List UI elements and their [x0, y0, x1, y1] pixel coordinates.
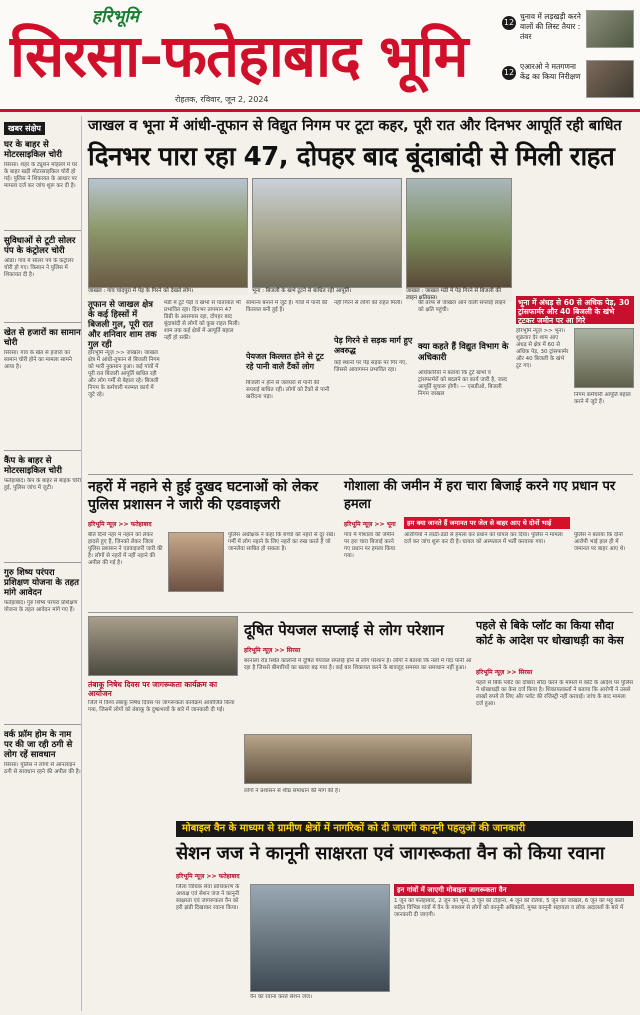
photo-caption: जाखल : गांव चांदपुरा में पेड़ के गिरने को देखते लोग। [88, 288, 248, 295]
story3-body-col1: गांव में गोशाला की जमीन पर हरा चारा बिजाई करने गए प्रधान पर हमला किया गया। [344, 532, 396, 559]
photo-officer [168, 532, 224, 592]
brand-logo: हरिभूमि [92, 7, 139, 27]
section-tag: खबर संक्षेप [4, 122, 45, 135]
brief-item[interactable] [4, 236, 81, 318]
story1-body-col4: नहीं गिरने से लोगों को राहत मिली। [334, 300, 403, 306]
brief-body: ओढां। गांव में सोलर पंप के कंट्रोलर चोरी हो गए। किसान ने पुलिस में शिकायत दी है। [4, 258, 74, 278]
story1-subhead: पेड़ गिरने से सड़क मार्ग हुए अवरुद्ध [334, 336, 413, 355]
story6-caption: तंबाकू निषेध दिवस पर जागरूकता कार्यक्रम का आयोजन [88, 680, 218, 698]
story1-body-col4b: कई स्थानों पर पेड़ सड़क पर गिर गए, जिससे आवागमन प्रभावित रहा। [334, 360, 407, 373]
brief-body: सिरसा। शहर के ट्यूशन मोहल्ले में घर के बाहर खड़ी मोटरसाइकिल चोरी हो गई। पुलिस ने शिकायत के आधार पर मामला दर्ज कर जांच शुरू कर दी है। [4, 162, 78, 189]
promo-number: 12 [502, 66, 516, 80]
brief-headline: सुविधाओं से टूटी सोलर पंप के कंट्रोलर चोरी [4, 236, 76, 256]
brief-headline: खेत से हजारों का सामान चोरी [4, 328, 81, 348]
story4-byline: हरिभूमि न्यूज़ >> सिरसा [244, 647, 301, 654]
promo-2[interactable] [502, 58, 634, 102]
side-story-body: हरिभूमि न्यूज़ >> भूना। शुक्रवार देर शाम आए अंधड़ से क्षेत्र में 60 से अधिक पेड़, 30 ट्रांसफार्मर और 40 बिजली के खंभे टूट गए। [516, 328, 569, 369]
brief-item[interactable] [4, 328, 81, 446]
story1-subhead: तूफान से जाखल क्षेत्र के कई हिस्सों में बिजली गुल, पूरी रात और शनिवार शाम तक गुल रही [88, 300, 157, 350]
brief-headline: वर्क फ्रॉम होम के नाम पर की जा रही ठगी से लोग रहें सावधान [4, 730, 73, 760]
story2-body-col1: बीते दिनों नहर में नहाने को लेकर हादसे हुए हैं, जिनको लेकर जिला पुलिस प्रशासन ने एडवाइजरी जारी की है। लोगों से नहरों में नहीं नहाने की अपील की गई है। [88, 532, 163, 566]
story2-headline[interactable]: नहरों में नहाने से हुई दुखद घटनाओं को लेकर पुलिस प्रशासन ने जारी की एडवाइजरी [88, 479, 318, 513]
brief-item[interactable] [4, 456, 81, 558]
dateline: रोहतक, रविवार, जून 2, 2024 [175, 95, 269, 104]
promo-text: चुनाव में लड़खड़ी करने वालों की लिस्ट तैयार : तंवर [520, 12, 581, 41]
promo-1[interactable] [502, 8, 634, 52]
story4-body: बरनाला रोड स्थित कॉलोनी में दूषित पेयजल सप्लाई होने से लोग परेशान हैं। लोगों ने बताया कि नलों में गंदा पानी आ रहा है जिससे बीमारियों का खतरा बढ़ गया है। कई बार शिकायत करने के बावजूद समस्या का समाधान नहीं हुआ। [244, 658, 472, 671]
story1-body-col2: मंडी में टूटे पेड़ों व खंभों से यातायात भी प्रभावित रहा। दिनभर तापमान 47 डिग्री के आसपास रहा, दोपहर बाद बूंदाबांदी से लोगों को कुछ राहत मिली। शाम तक कई क्षेत्रों में आपूर्ति बहाल नहीं हो सकी। [164, 300, 241, 341]
story7-schedule-title: इन गांवों में जाएगी मोबाइल जागरूकता वैन [394, 884, 634, 896]
brief-news-column [4, 116, 82, 1011]
side-story-body2: निगम कर्मचारी आपूर्ति बहाल करने में जुटे हैं। [574, 392, 631, 405]
story5-byline: हरिभूमि न्यूज़ >> सिरसा [476, 669, 533, 676]
story2-body-col2: पुलिस अधीक्षक ने कहा कि बच्चों को नहरों से दूर रखें। गर्मी में लोग नहाने के लिए नहरों का रुख करते हैं जो जानलेवा साबित हो सकता है। [228, 532, 336, 552]
brief-body: सिरसा। पुलिस ने लोगों से ऑनलाइन ठगी से सावधान रहने की अपील की है। [4, 762, 81, 775]
story2-byline: हरिभूमि न्यूज़ >> फतेहाबाद [88, 521, 152, 528]
story5-headline[interactable]: पहले से बिके प्लॉट का किया सौदा कोर्ट के आदेश पर धोखाधड़ी का केस [476, 619, 624, 647]
story3-body-col2: आरोपियों ने लाठी-डंडों से हमला कर प्रधान को घायल कर दिया। पुलिस ने मामला दर्ज कर जांच शुरू कर दी है। घायल को अस्पताल में भर्ती करवाया गया। [404, 532, 563, 545]
photo-power-pole [252, 178, 402, 288]
brief-body: फतेहाबाद। कैंप के बाहर से बाइक चोरी हुई, पुलिस जांच में जुटी। [4, 478, 81, 491]
story1-headline[interactable]: दिनभर पारा रहा 47, दोपहर बाद बूंदाबांदी से मिली राहत [88, 142, 615, 172]
promo-text: एआरओ ने मतगणना केंद्र का किया निरीक्षण [520, 62, 581, 81]
story7-schedule: 1 जून को फतेहाबाद, 2 जून को भूना, 3 जून को टोहाना, 4 जून को रतिया, 5 जून को जाखल, 6 जून को भट्टू कलां सहित विभिन्न गांवों में वैन के माध्यम से लोगों को कानूनी अधिकारों, मुफ्त कानूनी सहायता व लोक अदालतों के बारे में जानकारी दी जाएगी। [394, 898, 625, 918]
photo-fallen-tree [406, 178, 512, 288]
photo-damaged-pole [574, 328, 634, 388]
brief-body: सिरसा। गांव के खेत से हजारों का सामान चोरी होने का मामला सामने आया है। [4, 350, 72, 370]
brief-headline: घर के बाहर से मोटरसाइकिल चोरी [4, 140, 62, 160]
story1-body-col5b: अधिकारियों ने बताया कि टूटे खंभों व ट्रांसफार्मरों को बदलने का कार्य जारी है, जल्द आपूर्ति सुचारू होगी। — एसडीओ, बिजली निगम जाखल [418, 370, 507, 397]
story7-headline[interactable]: सेशन जज ने कानूनी साक्षरता एवं जागरूकता वैन को किया रवाना [176, 843, 605, 864]
story7-byline: हरिभूमि न्यूज़ >> फतेहाबाद [176, 873, 240, 880]
story4-headline[interactable]: दूषित पेयजल सप्लाई से लोग परेशान [244, 621, 444, 639]
side-story-headline[interactable]: भूना में अंधड़ से 60 से अधिक पेड़, 30 ट्रांसफार्मर और 40 बिजली के खंभे टूटकर जमीन पर आ गिरे [516, 296, 634, 324]
brief-headline: गुरु शिष्य परंपरा प्रशिक्षण योजना के तहत मांगे आवेदन [4, 568, 80, 598]
story6-body: जिले में विश्व तंबाकू निषेध दिवस पर जागरूकता कार्यक्रम आयोजित किया गया, जिसमें लोगों को तंबाकू के दुष्प्रभावों के बारे में जानकारी दी गई। [88, 700, 235, 713]
story3-byline: हरिभूमि न्यूज़ >> भूना [344, 521, 396, 528]
photo-caption: भूना : बिजली के खंभे टूटने से बाधित रही आपूर्ति। [252, 288, 402, 295]
brief-item[interactable] [4, 568, 81, 720]
promo-thumbnail [586, 60, 634, 98]
masthead [0, 0, 640, 112]
story1-subhead: पेयजल किल्लत होने से टूट रहे पानी वाले टैंकों लोग [246, 352, 324, 371]
story1-body-col5: की तरफ से जाखल आने वाली सप्लाई लाइन को क्षति पहुंची। [418, 300, 506, 313]
brief-body: फतेहाबाद। गुरु शिष्य परंपरा प्रशिक्षण योजना के तहत आवेदन मांगे गए हैं। [4, 600, 78, 613]
story5-body: पहले से बिके प्लॉट का दोबारा सौदा करने के मामले में कोर्ट के आदेश पर पुलिस ने धोखाधड़ी का केस दर्ज किया है। शिकायतकर्ता ने बताया कि आरोपी ने उससे लाखों रुपये ले लिए और प्लॉट की रजिस्ट्री नहीं करवाई। जांच के बाद मामला दर्ज हुआ। [476, 680, 634, 707]
photo-van-flagoff [250, 884, 390, 992]
story7-caption: वैन को रवाना करते सेशन जज। [250, 994, 313, 1000]
brief-item[interactable] [4, 140, 81, 226]
story1-subhead: क्या कहते हैं विद्युत विभाग के अधिकारी [418, 342, 509, 363]
photo-crowd-tree [88, 178, 248, 288]
story3-body-col3: पुलिस ने बताया कि दोनों आरोपी भाई हाल ही में जमानत पर बाहर आए थे। [574, 532, 626, 552]
story3-headline[interactable]: गोशाला की जमीन में हरा चारा बिजाई करने गए प्रधान पर हमला [344, 479, 616, 512]
story1-body-col1: हरिभूमि न्यूज़ >> जाखल। जाखल क्षेत्र में आंधी-तूफान से बिजली निगम को भारी नुकसान हुआ। कई गांवों में पूरी रात बिजली आपूर्ति बाधित रही और लोग गर्मी से बेहाल रहे। बिजली निगम के कर्मचारी मरम्मत कार्य में जुटे रहे। [88, 350, 160, 398]
story1-body-col3b: बिजली न होने से जलघरों से पानी की सप्लाई बाधित रही। लोगों को टैंकों से पानी खरीदना पड़ा। [246, 380, 330, 400]
page-title: सिरसा-फतेहाबाद भूमि [10, 22, 468, 90]
story3-redbar: हम क्या जानते हैं जमानत पर जेल से बाहर आए थे दोनों भाई [404, 517, 570, 529]
photo-caption: जाखल : जाखल मंडी में पेड़ गिरने से बिजली की लाइन क्षतिग्रस्त। [406, 288, 512, 302]
brief-headline: कैंप के बाहर से मोटरसाइकिल चोरी [4, 456, 62, 476]
story4-body2: लोगों ने प्रशासन से शीघ्र समाधान की मांग की है। [244, 788, 341, 794]
photo-awareness-event [88, 616, 238, 676]
story7-body: जिला विधिक सेवा प्राधिकरण के अध्यक्ष एवं सेशन जज ने कानूनी साक्षरता एवं जागरूकता वैन को हरी झंडी दिखाकर रवाना किया। [176, 884, 240, 911]
promo-thumbnail [586, 10, 634, 48]
story1-body-col3: सामान्य बनाने में जुटे हैं। गांवों में पानी की किल्लत बनी हुई है। [246, 300, 328, 313]
promo-number: 12 [502, 16, 516, 30]
story7-banner: मोबाइल वैन के माध्यम से ग्रामीण क्षेत्रों में नागरिकों को दी जाएगी कानूनी पहलुओं की जानकारी [176, 821, 633, 837]
brief-item[interactable] [4, 730, 81, 852]
photo-residents [244, 734, 472, 784]
story1-kicker[interactable]: जाखल व भूना में आंधी-तूफान से विद्युत निगम पर टूटा कहर, पूरी रात और दिनभर आपूर्ति रही बाधित [88, 118, 622, 134]
